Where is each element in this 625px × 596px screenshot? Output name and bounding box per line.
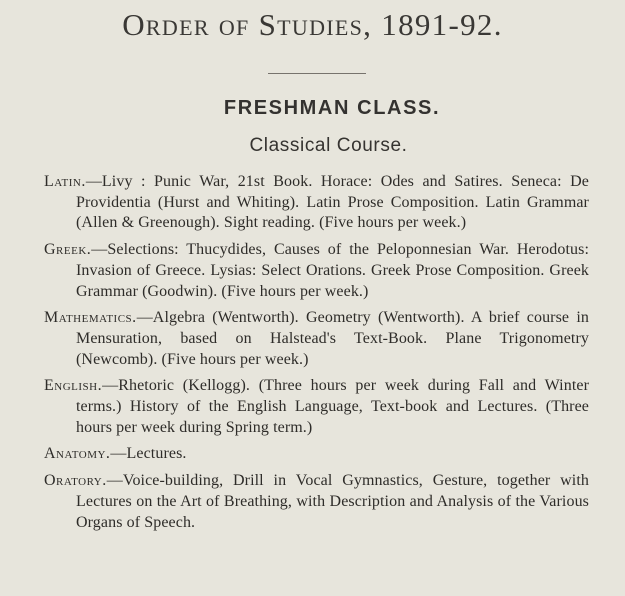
entry-text-english: —Rhetoric (Kellogg). (Three hours per week during Fall and Winter terms.) History of the English Language, Text-book and Lectures. (Three hours per week during Spring term.) <box>76 377 589 436</box>
course-entries <box>44 172 589 539</box>
course-entry-mathematics <box>44 308 589 370</box>
entry-text-greek: —Selections: Thucydides, Causes of the Peloponnesian War. Herodotus: Invasion of Greece. Lysias: Select Orations. Greek Prose Composition. Greek Grammar (Goodwin). (Five hours per week.) <box>76 241 589 300</box>
course-entry-english <box>44 376 589 438</box>
entry-text-anatomy: —Lectures. <box>110 445 187 463</box>
page-title: Order of Studies, 1891-92. <box>122 7 503 42</box>
subject-oratory: Oratory. <box>44 472 107 490</box>
subject-latin: Latin. <box>44 173 86 190</box>
course-entry-greek <box>44 240 589 302</box>
course-entry-latin <box>44 172 589 234</box>
entry-text-mathematics: —Algebra (Wentworth). Geometry (Wentworth). A brief course in Mensuration, based on Halstead's Text-Book. Plane Trigonometry (Newcomb). (Five hours per week.) <box>76 309 589 368</box>
course-heading: Classical Course. <box>249 135 408 156</box>
entry-text-oratory: —Voice-building, Drill in Vocal Gymnastics, Gesture, together with Lectures on the Art of Breathing, with Description and Analysis of the Various Organs of Speech. <box>76 472 589 531</box>
subject-english: English. <box>44 377 103 395</box>
entry-text-latin: —Livy : Punic War, 21st Book. Horace: Odes and Satires. Seneca: De Providentia (Hurst and Whiting). Latin Prose Composition. Latin Grammar (Allen & Greenough). Sight reading. (Five hours per week.) <box>76 173 589 232</box>
title-divider <box>268 73 366 74</box>
course-entry-oratory <box>44 471 589 533</box>
subject-mathematics: Mathematics. <box>44 309 137 327</box>
subject-greek: Greek. <box>44 241 92 259</box>
class-heading: FRESHMAN CLASS. <box>223 97 441 119</box>
course-entry-anatomy <box>44 444 589 465</box>
subject-anatomy: Anatomy. <box>44 445 111 463</box>
